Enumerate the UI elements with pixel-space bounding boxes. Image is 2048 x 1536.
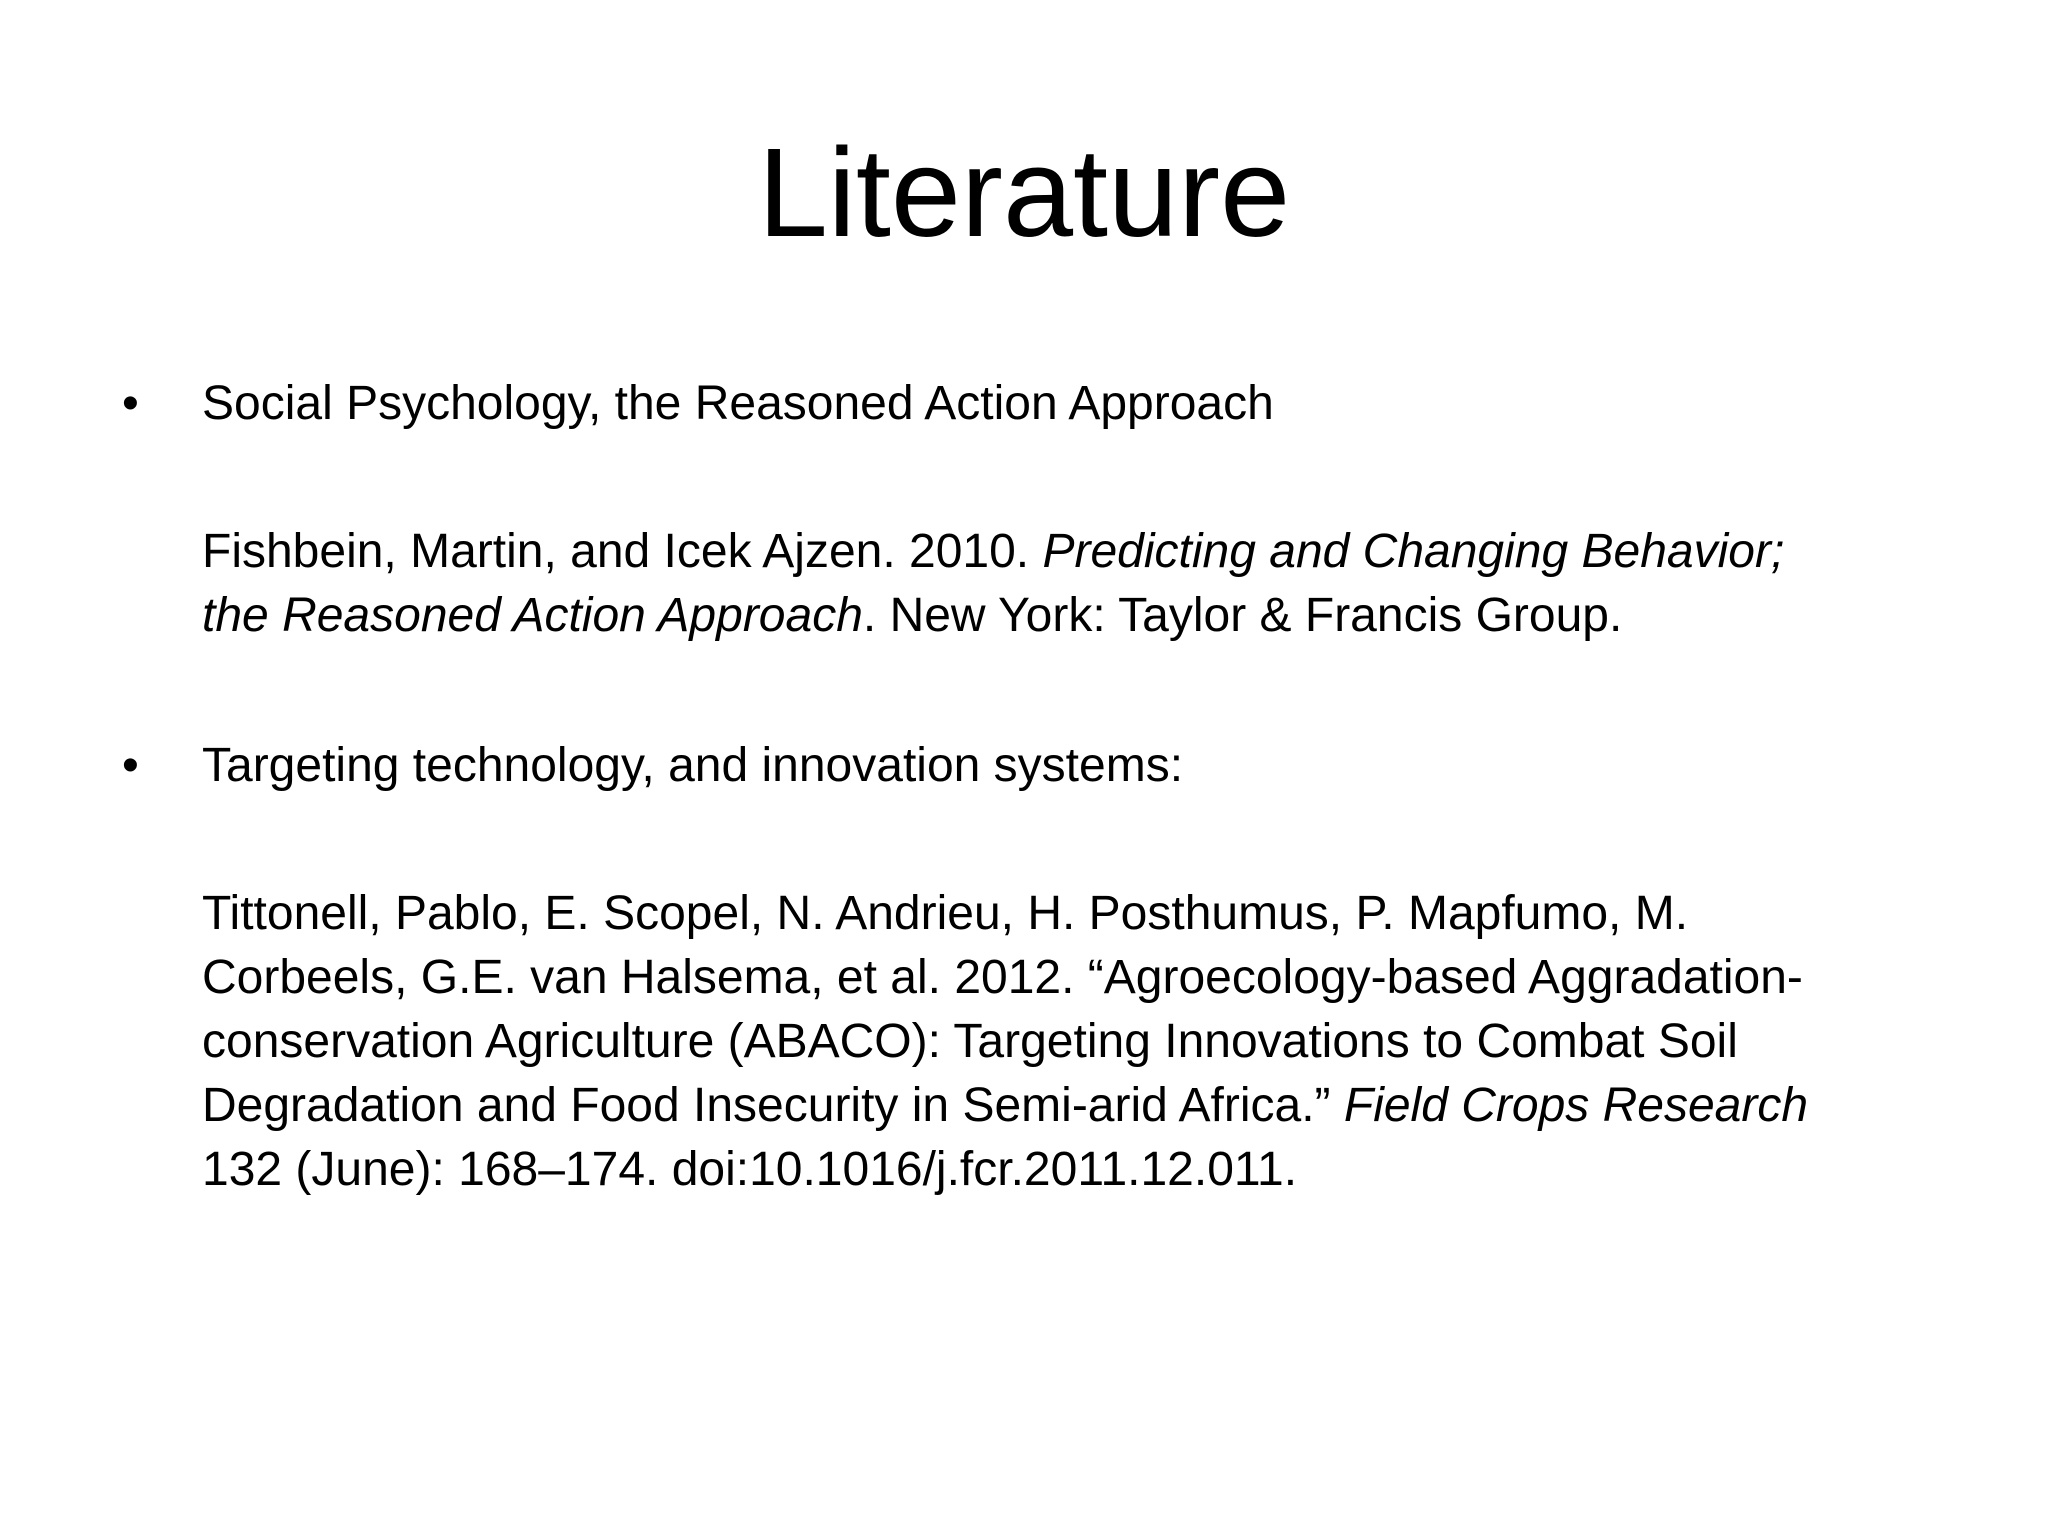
citation-text: Fishbein, Martin, and Icek Ajzen. 2010. — [202, 525, 1043, 578]
citation-line — [202, 1138, 1982, 1202]
citation-line — [202, 1074, 1982, 1138]
citation-text: . New York: Taylor & Francis Group. — [862, 589, 1623, 642]
citation-text: Degradation and Food Insecurity in Semi-arid Africa.” — [202, 1079, 1344, 1132]
citation-line — [202, 1010, 1982, 1074]
citation-block — [202, 520, 1982, 648]
slide-title: Literature — [757, 122, 1291, 263]
bullet-icon: • — [122, 739, 139, 792]
bullet-icon: • — [122, 377, 139, 430]
journal-title-text: Field Crops Research — [1343, 1079, 1809, 1132]
book-title-text: Predicting and Changing Behavior; — [1042, 525, 1785, 578]
citation-line — [202, 946, 1982, 1010]
bullet-heading: Targeting technology, and innovation systems: — [202, 739, 1184, 792]
citation-block — [202, 882, 1982, 1202]
citation-text: 132 (June): 168–174. doi:10.1016/j.fcr.2011.12.011. — [202, 1143, 1298, 1196]
citation-line — [202, 520, 1982, 584]
citation-text: Tittonell, Pablo, E. Scopel, N. Andrieu, H. Posthumus, P. Mapfumo, M. — [202, 887, 1689, 940]
citation-text: Corbeels, G.E. van Halsema, et al. 2012. “Agroecology-based Aggradation- — [202, 951, 1803, 1004]
book-title-text: the Reasoned Action Approach — [202, 589, 863, 642]
bullet-heading: Social Psychology, the Reasoned Action Approach — [202, 377, 1274, 430]
citation-line — [202, 882, 1982, 946]
citation-text: conservation Agriculture (ABACO): Targeting Innovations to Combat Soil — [202, 1015, 1738, 1068]
citation-line — [202, 584, 1982, 648]
